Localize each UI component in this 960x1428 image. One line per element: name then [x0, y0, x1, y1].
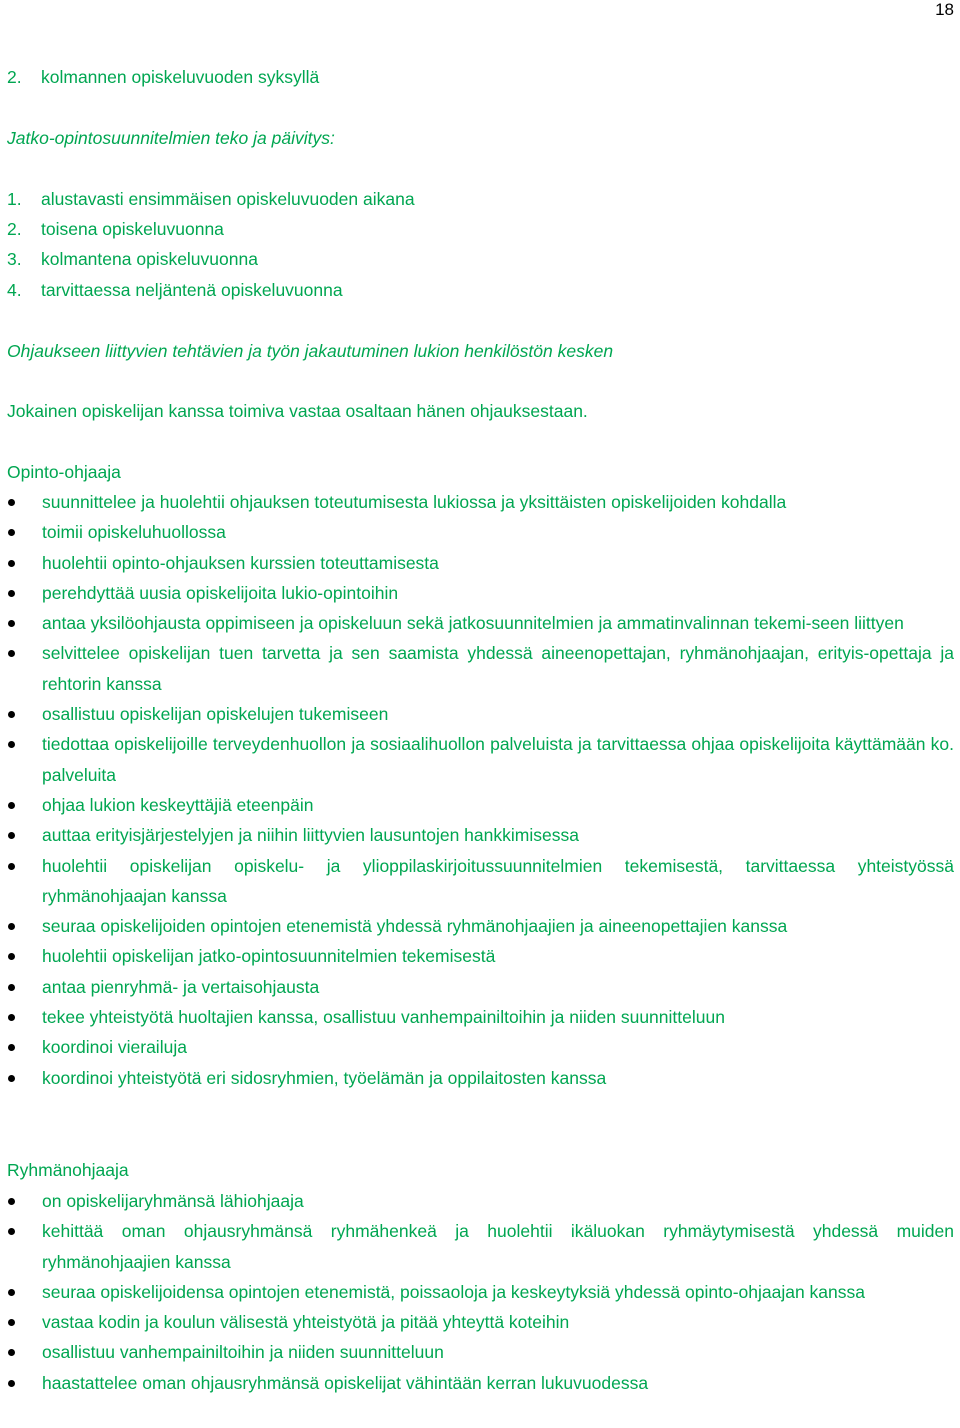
numbered-item	[7, 62, 319, 92]
bullet-icon	[8, 1044, 15, 1051]
bullet-icon	[8, 711, 15, 718]
section-heading-ohjaus: Ohjaukseen liittyvien tehtävien ja työn jakautuminen lukion henkilöstön kesken	[7, 341, 614, 361]
item-number: 2.	[7, 219, 22, 239]
bullet-icon	[8, 650, 15, 657]
list-item-text: vastaa kodin ja koulun välisestä yhteistyötä ja pitää yhteyttä koteihin	[42, 1312, 570, 1333]
list-item	[0, 638, 960, 699]
list-item-text: huolehtii opiskelijan jatko-opintosuunnitelmien tekemisestä	[42, 946, 496, 967]
list-item	[0, 517, 960, 547]
ro-heading: Ryhmänohjaaja	[7, 1160, 129, 1180]
bullet-icon	[8, 620, 15, 627]
list-item	[0, 699, 960, 729]
list-item-text: perehdyttää uusia opiskelijoita lukio-opintoihin	[42, 582, 399, 603]
list-item	[0, 1368, 960, 1398]
list-item	[0, 941, 960, 971]
list-item-text: auttaa erityisjärjestelyjen ja niihin liittyvien lausuntojen hankkimisessa	[42, 825, 579, 846]
page-number: 18	[935, 0, 954, 19]
bullet-icon	[8, 741, 15, 748]
bullet-icon	[8, 1014, 15, 1021]
bullet-icon	[8, 923, 15, 930]
item-number: 3.	[7, 249, 22, 269]
bullet-icon	[8, 499, 15, 506]
numbered-item	[7, 184, 415, 214]
numbered-item	[7, 244, 258, 274]
list-item	[0, 729, 960, 790]
list-item-text: toimii opiskeluhuollossa	[42, 522, 226, 543]
list-item	[0, 578, 960, 608]
opo-list	[0, 487, 960, 1093]
list-item	[0, 820, 960, 850]
list-item-text: haastattelee oman ohjausryhmänsä opiskelijat vähintään kerran lukuvuodessa	[42, 1372, 649, 1393]
list-item-text: koordinoi yhteistyötä eri sidosryhmien, työelämän ja oppilaitosten kanssa	[42, 1067, 607, 1088]
bullet-icon	[8, 1349, 15, 1356]
list-item-text: antaa pienryhmä- ja vertaisohjausta	[42, 976, 320, 997]
item-text: toisena opiskeluvuonna	[41, 219, 224, 239]
list-item	[0, 851, 960, 912]
item-text: alustavasti ensimmäisen opiskeluvuoden aikana	[41, 189, 415, 209]
list-item	[0, 1063, 960, 1093]
list-item-text: tekee yhteistyötä huoltajien kanssa, osallistuu vanhempainiltoihin ja niiden suunnitteluun	[42, 1007, 725, 1028]
list-item-text: tiedottaa opiskelijoille terveydenhuollon ja sosiaalihuollon palveluista ja tarvittaessa ohjaa opiskelijoita käyttämään ko. palveluita	[42, 734, 954, 785]
list-item	[0, 1277, 960, 1307]
bullet-icon	[8, 1075, 15, 1082]
bullet-icon	[8, 1228, 15, 1235]
section-heading-jatko: Jatko-opintosuunnitelmien teko ja päivitys:	[7, 128, 335, 148]
item-number: 4.	[7, 280, 22, 300]
numbered-item	[7, 275, 343, 305]
bullet-icon	[8, 832, 15, 839]
bullet-icon	[8, 1198, 15, 1205]
bullet-icon	[8, 863, 15, 870]
list-item	[0, 1337, 960, 1367]
list-item	[0, 911, 960, 941]
list-item-text: on opiskelijaryhmänsä lähiohjaaja	[42, 1191, 304, 1211]
bullet-icon	[8, 1289, 15, 1296]
list-item	[0, 972, 960, 1002]
list-item-text: osallistuu opiskelijan opiskelujen tukemiseen	[42, 704, 389, 725]
list-item-text: osallistuu vanhempainiltoihin ja niiden suunnitteluun	[42, 1342, 444, 1363]
list-item-text: kehittää oman ohjausryhmänsä ryhmähenkeä ja huolehtii ikäluokan ryhmäytymisestä yhdessä muiden ryhmänohjaajien kanssa	[42, 1221, 954, 1272]
list-item-text: suunnittelee ja huolehtii ohjauksen toteutumisesta lukiossa ja yksittäisten opiskelijoiden kohdalla	[42, 492, 787, 512]
list-item-text: koordinoi vierailuja	[42, 1037, 187, 1058]
bullet-icon	[8, 1319, 15, 1326]
list-item	[0, 790, 960, 820]
list-item-text: huolehtii opinto-ohjauksen kurssien toteuttamisesta	[42, 552, 439, 573]
list-item	[0, 1002, 960, 1032]
list-item	[0, 608, 960, 638]
bullet-icon	[8, 953, 15, 960]
list-item	[0, 1307, 960, 1337]
bullet-icon	[8, 560, 15, 567]
item-text: kolmannen opiskeluvuoden syksyllä	[41, 67, 320, 87]
bullet-icon	[8, 984, 15, 991]
item-text: tarvittaessa neljäntenä opiskeluvuonna	[41, 280, 343, 300]
list-item-text: antaa yksilöohjausta oppimiseen ja opiskeluun sekä jatkosuunnitelmien ja ammatinvalinnan tekemi-seen liittyen	[42, 613, 904, 634]
list-item	[0, 1186, 960, 1216]
paragraph: Jokainen opiskelijan kanssa toimiva vastaa osaltaan hänen ohjauksestaan.	[7, 401, 588, 421]
item-number: 1.	[7, 189, 22, 209]
bullet-icon	[8, 802, 15, 809]
bullet-icon	[8, 529, 15, 536]
list-item	[0, 487, 960, 517]
opo-heading: Opinto-ohjaaja	[7, 462, 121, 482]
list-item-text: selvittelee opiskelijan tuen tarvetta ja sen saamista yhdessä aineenopettajan, ryhmänohjaajan, erityis-opettaja ja rehtorin kanssa	[42, 643, 954, 694]
list-item-text: seuraa opiskelijoidensa opintojen etenemistä, poissaoloja ja keskeytyksiä yhdessä opinto-ohjaajan kanssa	[42, 1281, 866, 1302]
list-item	[0, 548, 960, 578]
ro-list	[0, 1186, 960, 1398]
list-item	[0, 1216, 960, 1277]
numbered-item	[7, 214, 224, 244]
bullet-icon	[8, 590, 15, 597]
list-item-text: seuraa opiskelijoiden opintojen etenemistä yhdessä ryhmänohjaajien ja aineenopettajien kanssa	[42, 916, 788, 937]
list-item-text: ohjaa lukion keskeyttäjiä eteenpäin	[42, 794, 314, 815]
item-number: 2.	[7, 67, 22, 87]
list-item-text: huolehtii opiskelijan opiskelu- ja ylioppilaskirjoitussuunnitelmien tekemisestä, tarvittaessa yhteistyössä ryhmänohjaajan kanssa	[42, 855, 954, 906]
bullet-icon	[8, 1380, 15, 1387]
list-item	[0, 1032, 960, 1062]
item-text: kolmantena opiskeluvuonna	[41, 249, 258, 269]
